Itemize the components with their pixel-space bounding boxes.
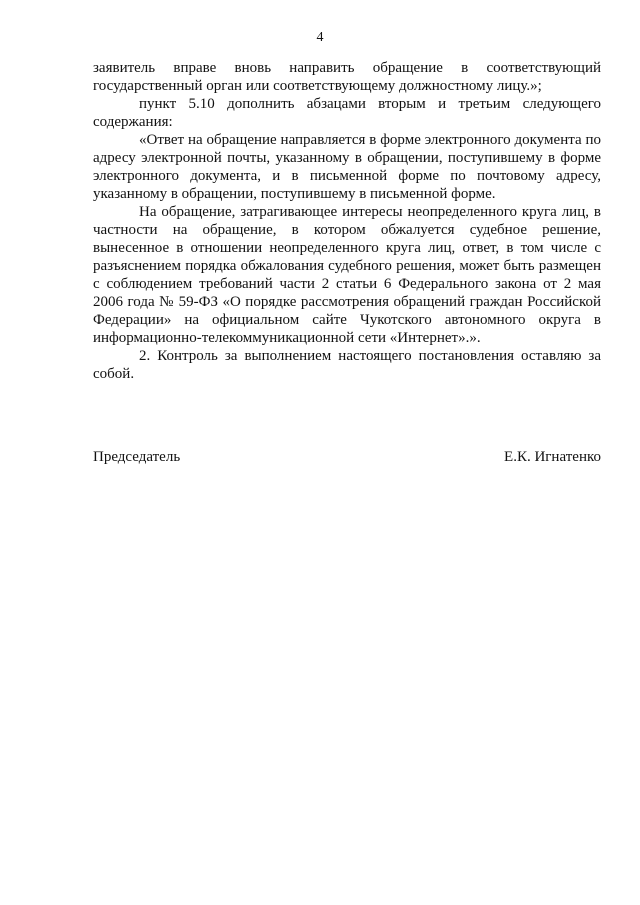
paragraph-control: 2. Контроль за выполнением настоящего постановления оставляю за собой. <box>93 348 601 382</box>
paragraph-response-form: «Ответ на обращение направляется в форме электронного документа по адресу электронной почты, указанному в обращении, поступившему в форме электронного документа, и в письменной форме по почтовому адресу, указанному в обращении, поступившему в письменной форме. <box>93 132 601 202</box>
paragraph-amend-5-10: пункт 5.10 дополнить абзацами вторым и третьим следующего содержания: <box>93 96 601 130</box>
paragraph-indefinite-circle: На обращение, затрагивающее интересы неопределенного круга лиц, в частности на обращение, в котором обжалуется судебное решение, вынесенное в отношении неопределенного круга лиц, ответ, в том числе с разъяснением порядка обжалования судебного решения, может быть размещен с соблюдением требований части 2 статьи 6 Федерального закона от 2 мая 2006 года № 59-ФЗ «О порядке рассмотрения обращений граждан Российской Федерации» на официальном сайте Чукотского автономного округа в информационно-телекоммуникационной сети «Интернет».». <box>93 204 601 346</box>
signatory-name: Е.К. Игнатенко <box>504 449 601 465</box>
signatory-position: Председатель <box>93 449 181 465</box>
signature-block <box>93 448 601 466</box>
paragraph-applicant-right: заявитель вправе вновь направить обращение в соответствующий государственный орган или соответствующему должностному лицу.»; <box>93 60 601 94</box>
document-body <box>93 59 601 383</box>
page-number: 4 <box>316 30 324 45</box>
